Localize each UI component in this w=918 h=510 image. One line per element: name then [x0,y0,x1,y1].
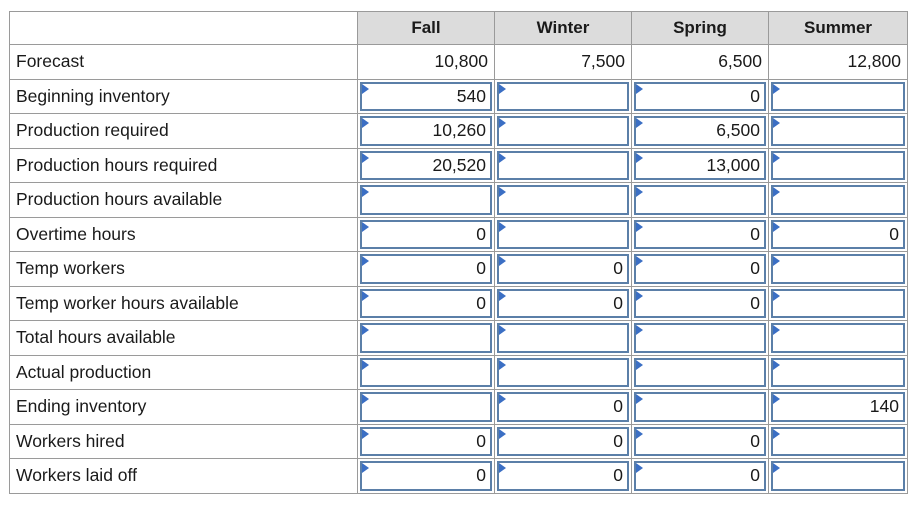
forecast-summer-value: 12,800 [769,45,908,80]
temp-worker-hours-available-spring-cell [632,287,769,322]
temp-worker-hours-available-fall-input[interactable]: 0 [360,289,492,319]
temp-worker-hours-available-winter-input[interactable]: 0 [497,289,629,319]
workers-laid-off-summer-cell [769,459,908,494]
beginning-inventory-summer-cell [769,80,908,115]
workers-hired-winter-cell [495,425,632,460]
row-label-total-hours-available: Total hours available [10,321,358,356]
column-header-fall: Fall [358,12,495,45]
temp-workers-summer-cell [769,252,908,287]
actual-production-winter-cell [495,356,632,391]
ending-inventory-winter-cell [495,390,632,425]
workers-hired-fall-cell [358,425,495,460]
actual-production-summer-cell [769,356,908,391]
temp-worker-hours-available-winter-cell [495,287,632,322]
workers-hired-winter-input[interactable]: 0 [497,427,629,457]
beginning-inventory-spring-cell [632,80,769,115]
column-header-summer: Summer [769,12,908,45]
total-hours-available-summer-input[interactable] [771,323,905,353]
workers-laid-off-spring-cell [632,459,769,494]
actual-production-winter-input[interactable] [497,358,629,388]
row-label-production-hours-required: Production hours required [10,149,358,184]
ending-inventory-spring-input[interactable] [634,392,766,422]
temp-workers-spring-input[interactable]: 0 [634,254,766,284]
forecast-fall-value: 10,800 [358,45,495,80]
ending-inventory-summer-cell [769,390,908,425]
production-hours-required-fall-cell [358,149,495,184]
production-required-fall-cell [358,114,495,149]
workers-hired-fall-input[interactable]: 0 [360,427,492,457]
ending-inventory-winter-input[interactable]: 0 [497,392,629,422]
beginning-inventory-fall-cell [358,80,495,115]
temp-worker-hours-available-summer-input[interactable] [771,289,905,319]
production-required-spring-input[interactable]: 6,500 [634,116,766,146]
workers-laid-off-fall-input[interactable]: 0 [360,461,492,491]
total-hours-available-spring-input[interactable] [634,323,766,353]
total-hours-available-winter-input[interactable] [497,323,629,353]
production-hours-available-spring-cell [632,183,769,218]
production-required-winter-cell [495,114,632,149]
beginning-inventory-winter-cell [495,80,632,115]
row-label-beginning-inventory: Beginning inventory [10,80,358,115]
production-hours-required-summer-input[interactable] [771,151,905,181]
column-header-spring: Spring [632,12,769,45]
header-corner [10,12,358,45]
actual-production-fall-input[interactable] [360,358,492,388]
workers-laid-off-winter-input[interactable]: 0 [497,461,629,491]
total-hours-available-spring-cell [632,321,769,356]
production-hours-available-winter-input[interactable] [497,185,629,215]
production-hours-required-winter-cell [495,149,632,184]
overtime-hours-summer-input[interactable]: 0 [771,220,905,250]
production-hours-available-spring-input[interactable] [634,185,766,215]
row-label-actual-production: Actual production [10,356,358,391]
workers-hired-spring-cell [632,425,769,460]
actual-production-summer-input[interactable] [771,358,905,388]
production-plan-table [9,11,908,494]
ending-inventory-spring-cell [632,390,769,425]
production-hours-required-winter-input[interactable] [497,151,629,181]
ending-inventory-summer-input[interactable]: 140 [771,392,905,422]
overtime-hours-fall-cell [358,218,495,253]
actual-production-spring-cell [632,356,769,391]
temp-workers-winter-input[interactable]: 0 [497,254,629,284]
production-required-summer-input[interactable] [771,116,905,146]
temp-workers-fall-input[interactable]: 0 [360,254,492,284]
total-hours-available-fall-input[interactable] [360,323,492,353]
row-label-production-required: Production required [10,114,358,149]
overtime-hours-spring-input[interactable]: 0 [634,220,766,250]
production-hours-available-summer-cell [769,183,908,218]
overtime-hours-spring-cell [632,218,769,253]
production-hours-available-winter-cell [495,183,632,218]
actual-production-fall-cell [358,356,495,391]
production-hours-required-summer-cell [769,149,908,184]
production-required-summer-cell [769,114,908,149]
temp-workers-spring-cell [632,252,769,287]
production-hours-required-spring-input[interactable]: 13,000 [634,151,766,181]
overtime-hours-winter-cell [495,218,632,253]
temp-worker-hours-available-spring-input[interactable]: 0 [634,289,766,319]
production-hours-available-summer-input[interactable] [771,185,905,215]
production-required-spring-cell [632,114,769,149]
workers-laid-off-summer-input[interactable] [771,461,905,491]
workers-hired-summer-input[interactable] [771,427,905,457]
forecast-winter-value: 7,500 [495,45,632,80]
row-label-forecast: Forecast [10,45,358,80]
temp-workers-fall-cell [358,252,495,287]
total-hours-available-summer-cell [769,321,908,356]
production-hours-required-spring-cell [632,149,769,184]
overtime-hours-fall-input[interactable]: 0 [360,220,492,250]
temp-workers-winter-cell [495,252,632,287]
row-label-workers-laid-off: Workers laid off [10,459,358,494]
temp-worker-hours-available-summer-cell [769,287,908,322]
workers-hired-spring-input[interactable]: 0 [634,427,766,457]
beginning-inventory-winter-input[interactable] [497,82,629,112]
production-required-fall-input[interactable]: 10,260 [360,116,492,146]
actual-production-spring-input[interactable] [634,358,766,388]
beginning-inventory-spring-input[interactable]: 0 [634,82,766,112]
row-label-temp-worker-hours-available: Temp worker hours available [10,287,358,322]
ending-inventory-fall-input[interactable] [360,392,492,422]
overtime-hours-summer-cell [769,218,908,253]
row-label-production-hours-available: Production hours available [10,183,358,218]
workers-laid-off-fall-cell [358,459,495,494]
workers-laid-off-winter-cell [495,459,632,494]
ending-inventory-fall-cell [358,390,495,425]
row-label-ending-inventory: Ending inventory [10,390,358,425]
forecast-spring-value: 6,500 [632,45,769,80]
workers-laid-off-spring-input[interactable]: 0 [634,461,766,491]
temp-worker-hours-available-fall-cell [358,287,495,322]
overtime-hours-winter-input[interactable] [497,220,629,250]
production-required-winter-input[interactable] [497,116,629,146]
row-label-overtime-hours: Overtime hours [10,218,358,253]
row-label-temp-workers: Temp workers [10,252,358,287]
temp-workers-summer-input[interactable] [771,254,905,284]
workers-hired-summer-cell [769,425,908,460]
total-hours-available-fall-cell [358,321,495,356]
column-header-winter: Winter [495,12,632,45]
production-hours-available-fall-cell [358,183,495,218]
production-hours-required-fall-input[interactable]: 20,520 [360,151,492,181]
row-label-workers-hired: Workers hired [10,425,358,460]
beginning-inventory-summer-input[interactable] [771,82,905,112]
production-hours-available-fall-input[interactable] [360,185,492,215]
beginning-inventory-fall-input[interactable]: 540 [360,82,492,112]
total-hours-available-winter-cell [495,321,632,356]
